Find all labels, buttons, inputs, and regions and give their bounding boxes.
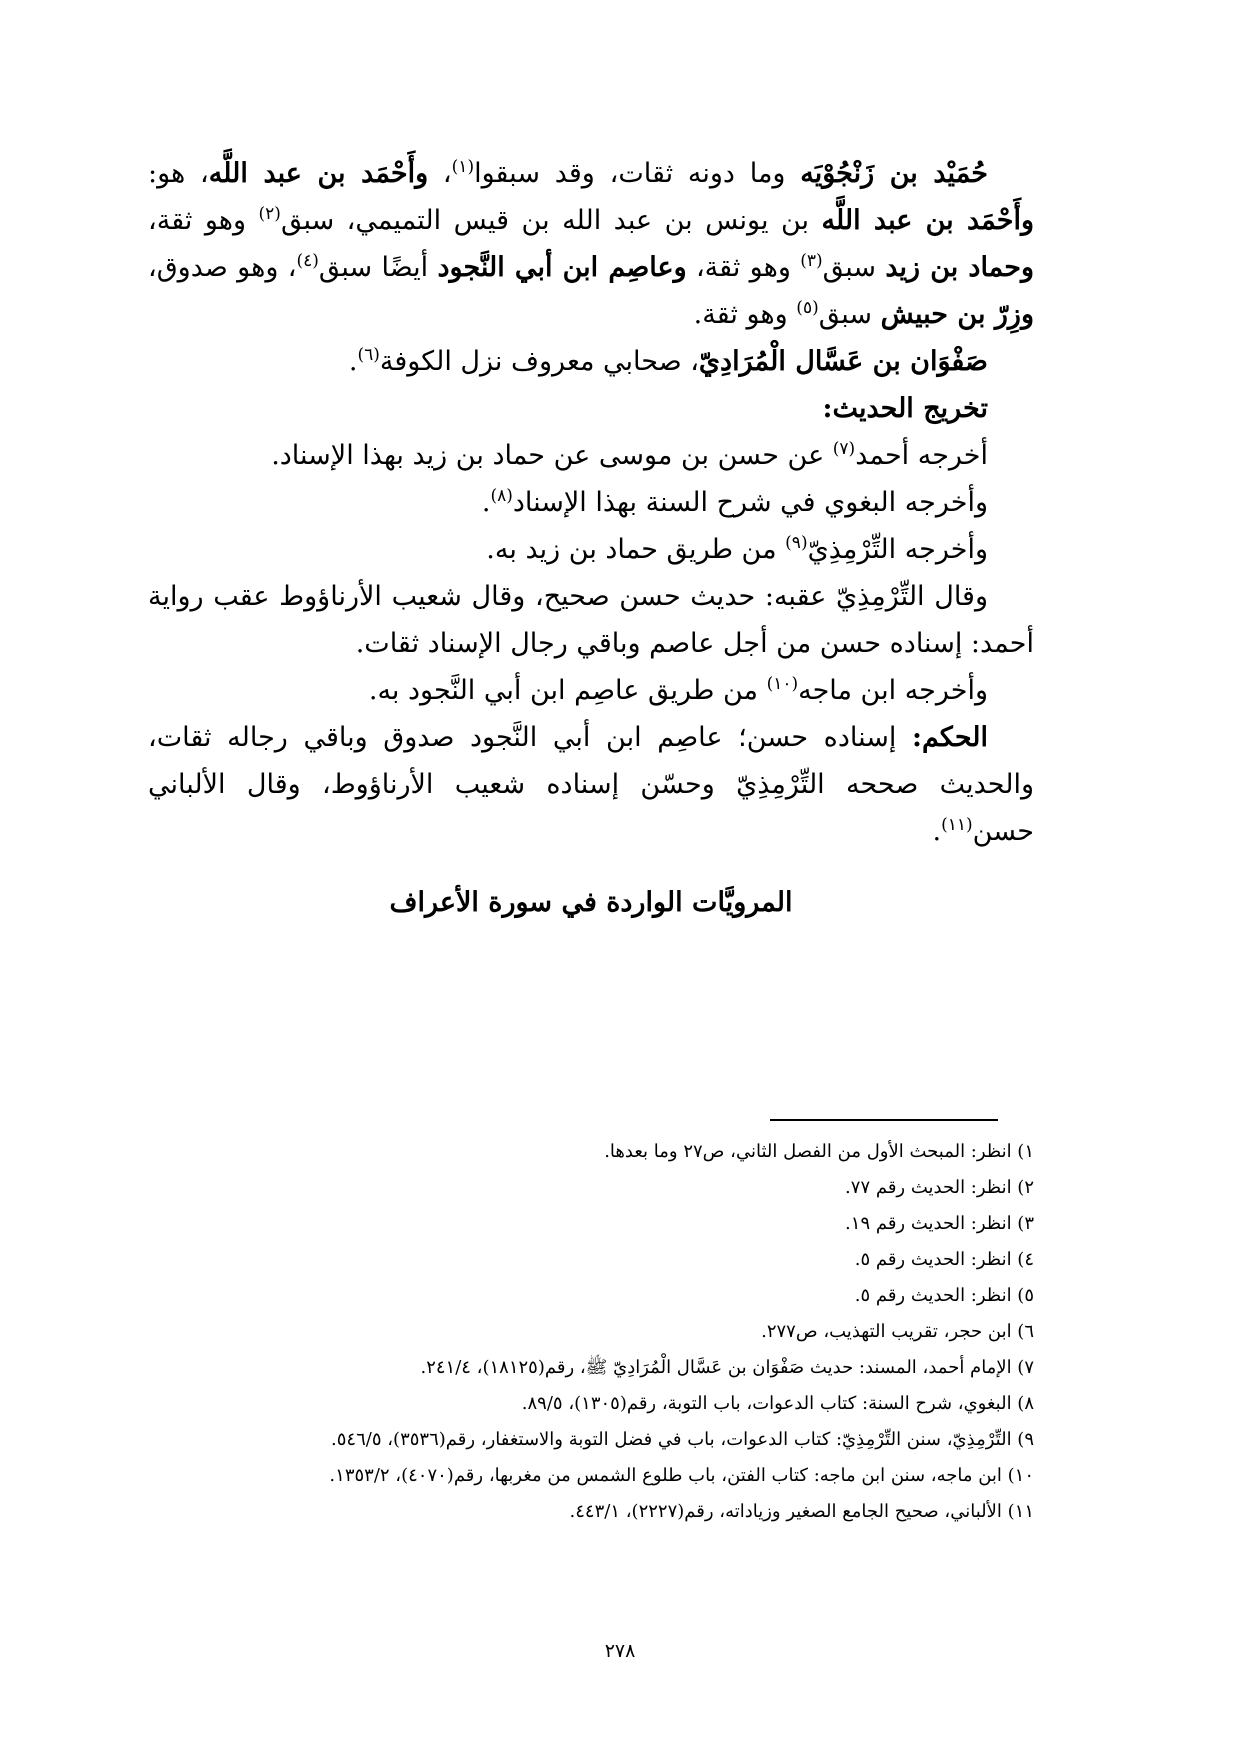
text-run: عن حسن بن موسى عن حماد بن زيد بهذا الإسناد. (271, 440, 833, 471)
footnote-item: ٨) البغوي، شرح السنة: كتاب الدعوات، باب التوبة، رقم(١٣٠٥)، ٨٩/٥. (521, 1393, 1034, 1414)
footnote-item: ٥) انظر: الحديث رقم ٥. (854, 1285, 1034, 1306)
narrator-name: وأَحْمَد بن عبد اللَّه (208, 158, 429, 189)
footnote-ref[interactable]: (٦) (357, 345, 380, 365)
footnote-ref[interactable]: (٤) (296, 251, 319, 271)
text-run: أيضًا سبق (318, 252, 438, 283)
paragraph-companion (148, 338, 1034, 385)
paragraph-takhrij-tirmidhi (148, 526, 1034, 573)
paragraph-tirmidhi-comment: وقال التِّرْمِذِيّ عقبه: حديث حسن صحيح، وقال شعيب الأرناؤوط عقب رواية أحمد: إسناده حسن من أجل عاصم وباقي رجال الإسناد ثقات. (148, 581, 1034, 659)
footnote-item: ١١) الألباني، صحيح الجامع الصغير وزياداته، رقم(٢٢٢٧)، ٤٤٣/١. (569, 1501, 1034, 1522)
heading-takhrij: تخريج الحديث: (822, 393, 988, 424)
footnote-ref[interactable]: (٩) (785, 533, 808, 553)
section-title: المرويَّات الواردة في سورة الأعراف (389, 887, 793, 918)
footnote-divider (770, 1119, 998, 1121)
footnote-item: ١٠) ابن ماجه، سنن ابن ماجه: كتاب الفتن، باب طلوع الشمس من مغربها، رقم(٤٠٧٠)، ١٣٥٣/٢. (329, 1465, 1034, 1486)
paragraph-takhrij-baghawi (148, 479, 1034, 526)
text-run: من طريق عاصِم ابن أبي النَّجود به. (368, 675, 767, 706)
text-run: . (481, 487, 491, 518)
narrator-name: وأَحْمَد بن عبد اللَّه (821, 205, 1034, 236)
footnote-item: ٣) انظر: الحديث رقم ١٩. (845, 1213, 1034, 1234)
paragraph-narrators (148, 150, 1034, 338)
text-run: ، صحابي معروف نزل الكوفة (379, 346, 699, 377)
text-run: ، (428, 158, 452, 189)
footnote-ref[interactable]: (٢) (258, 204, 281, 224)
text-run: من طريق حماد بن زيد به. (486, 534, 786, 565)
text-run: . (348, 346, 358, 377)
page-number: ٢٧٨ (604, 1640, 636, 1662)
footnote-item: ٤) انظر: الحديث رقم ٥. (854, 1249, 1034, 1270)
footnote-item: ١) انظر: المبحث الأول من الفصل الثاني، ص٢٧ وما بعدها. (604, 1141, 1034, 1162)
footnotes-list (134, 1134, 1034, 1530)
text-run: وما دونه ثقات، وقد سبقوا (474, 158, 801, 189)
footnote-ref[interactable]: (١٠) (766, 674, 799, 694)
text-run: سبق (818, 299, 881, 330)
text-run: سبق (822, 252, 886, 283)
text-run: بن يونس بن عبد الله بن قيس التميمي، سبق (280, 205, 822, 236)
narrator-name: وزِرّ بن حبيش (880, 299, 1034, 330)
text-run: وأخرجه التِّرْمِذِيّ (807, 534, 988, 565)
narrator-name: وحماد بن زيد (885, 252, 1035, 283)
paragraph-takhrij-ibn-majah (148, 667, 1034, 714)
footnote-ref[interactable]: (٥) (796, 298, 819, 318)
footnote-item: ٢) انظر: الحديث رقم ٧٧. (845, 1177, 1034, 1198)
narrator-name: صَفْوَان بن عَسَّال الْمُرَادِيّ (698, 346, 988, 377)
text-run: وهو ثقة. (693, 299, 797, 330)
text-run: ، هو: (148, 158, 209, 189)
narrator-name: حُمَيْد بن زَنْجُوْيَه (800, 158, 988, 189)
footnote-item: ٩) التِّرْمِذِيّ، سنن التِّرْمِذِيّ: كتاب الدعوات، باب في فضل التوبة والاستغفار، رقم(٣٥٣٦)، ٥٤٦/٥. (331, 1429, 1034, 1450)
page-body (148, 150, 1034, 925)
text-run: . (932, 816, 942, 847)
text-run: وهو ثقة، (148, 205, 259, 236)
text-run: وأخرجه البغوي في شرح السنة بهذا الإسناد (512, 487, 988, 518)
ruling-label: الحكم: (911, 722, 988, 753)
narrator-name: وعاصِم ابن أبي النَّجود (437, 252, 687, 283)
text-run: ، وهو صدوق، (148, 252, 297, 283)
paragraph-takhrij-ahmad (148, 432, 1034, 479)
footnote-ref[interactable]: (٧) (832, 439, 856, 459)
footnote-ref[interactable]: (١١) (941, 815, 973, 835)
paragraph-ruling (148, 714, 1034, 855)
text-run: وهو ثقة، (686, 252, 801, 283)
footnote-ref[interactable]: (١) (451, 157, 475, 177)
text-run: أخرجه أحمد (855, 440, 988, 471)
text-run: إسناده حسن؛ عاصِم ابن أبي النَّجود صدوق وباقي رجاله ثقات، والحديث صححه التِّرْمِذِيّ وحسّن إسناده شعيب الأرناؤوط، وقال الألباني حسن (148, 722, 1034, 847)
footnote-ref[interactable]: (٣) (800, 251, 823, 271)
footnote-item: ٧) الإمام أحمد، المسند: حديث صَفْوَان بن عَسَّال الْمُرَادِيّ ﷺ، رقم(١٨١٢٥)، ٢٤١/٤. (420, 1357, 1034, 1378)
footnote-ref[interactable]: (٨) (490, 486, 513, 506)
text-run: وأخرجه ابن ماجه (798, 675, 988, 706)
footnote-item: ٦) ابن حجر، تقريب التهذيب، ص٢٧٧. (761, 1321, 1034, 1342)
